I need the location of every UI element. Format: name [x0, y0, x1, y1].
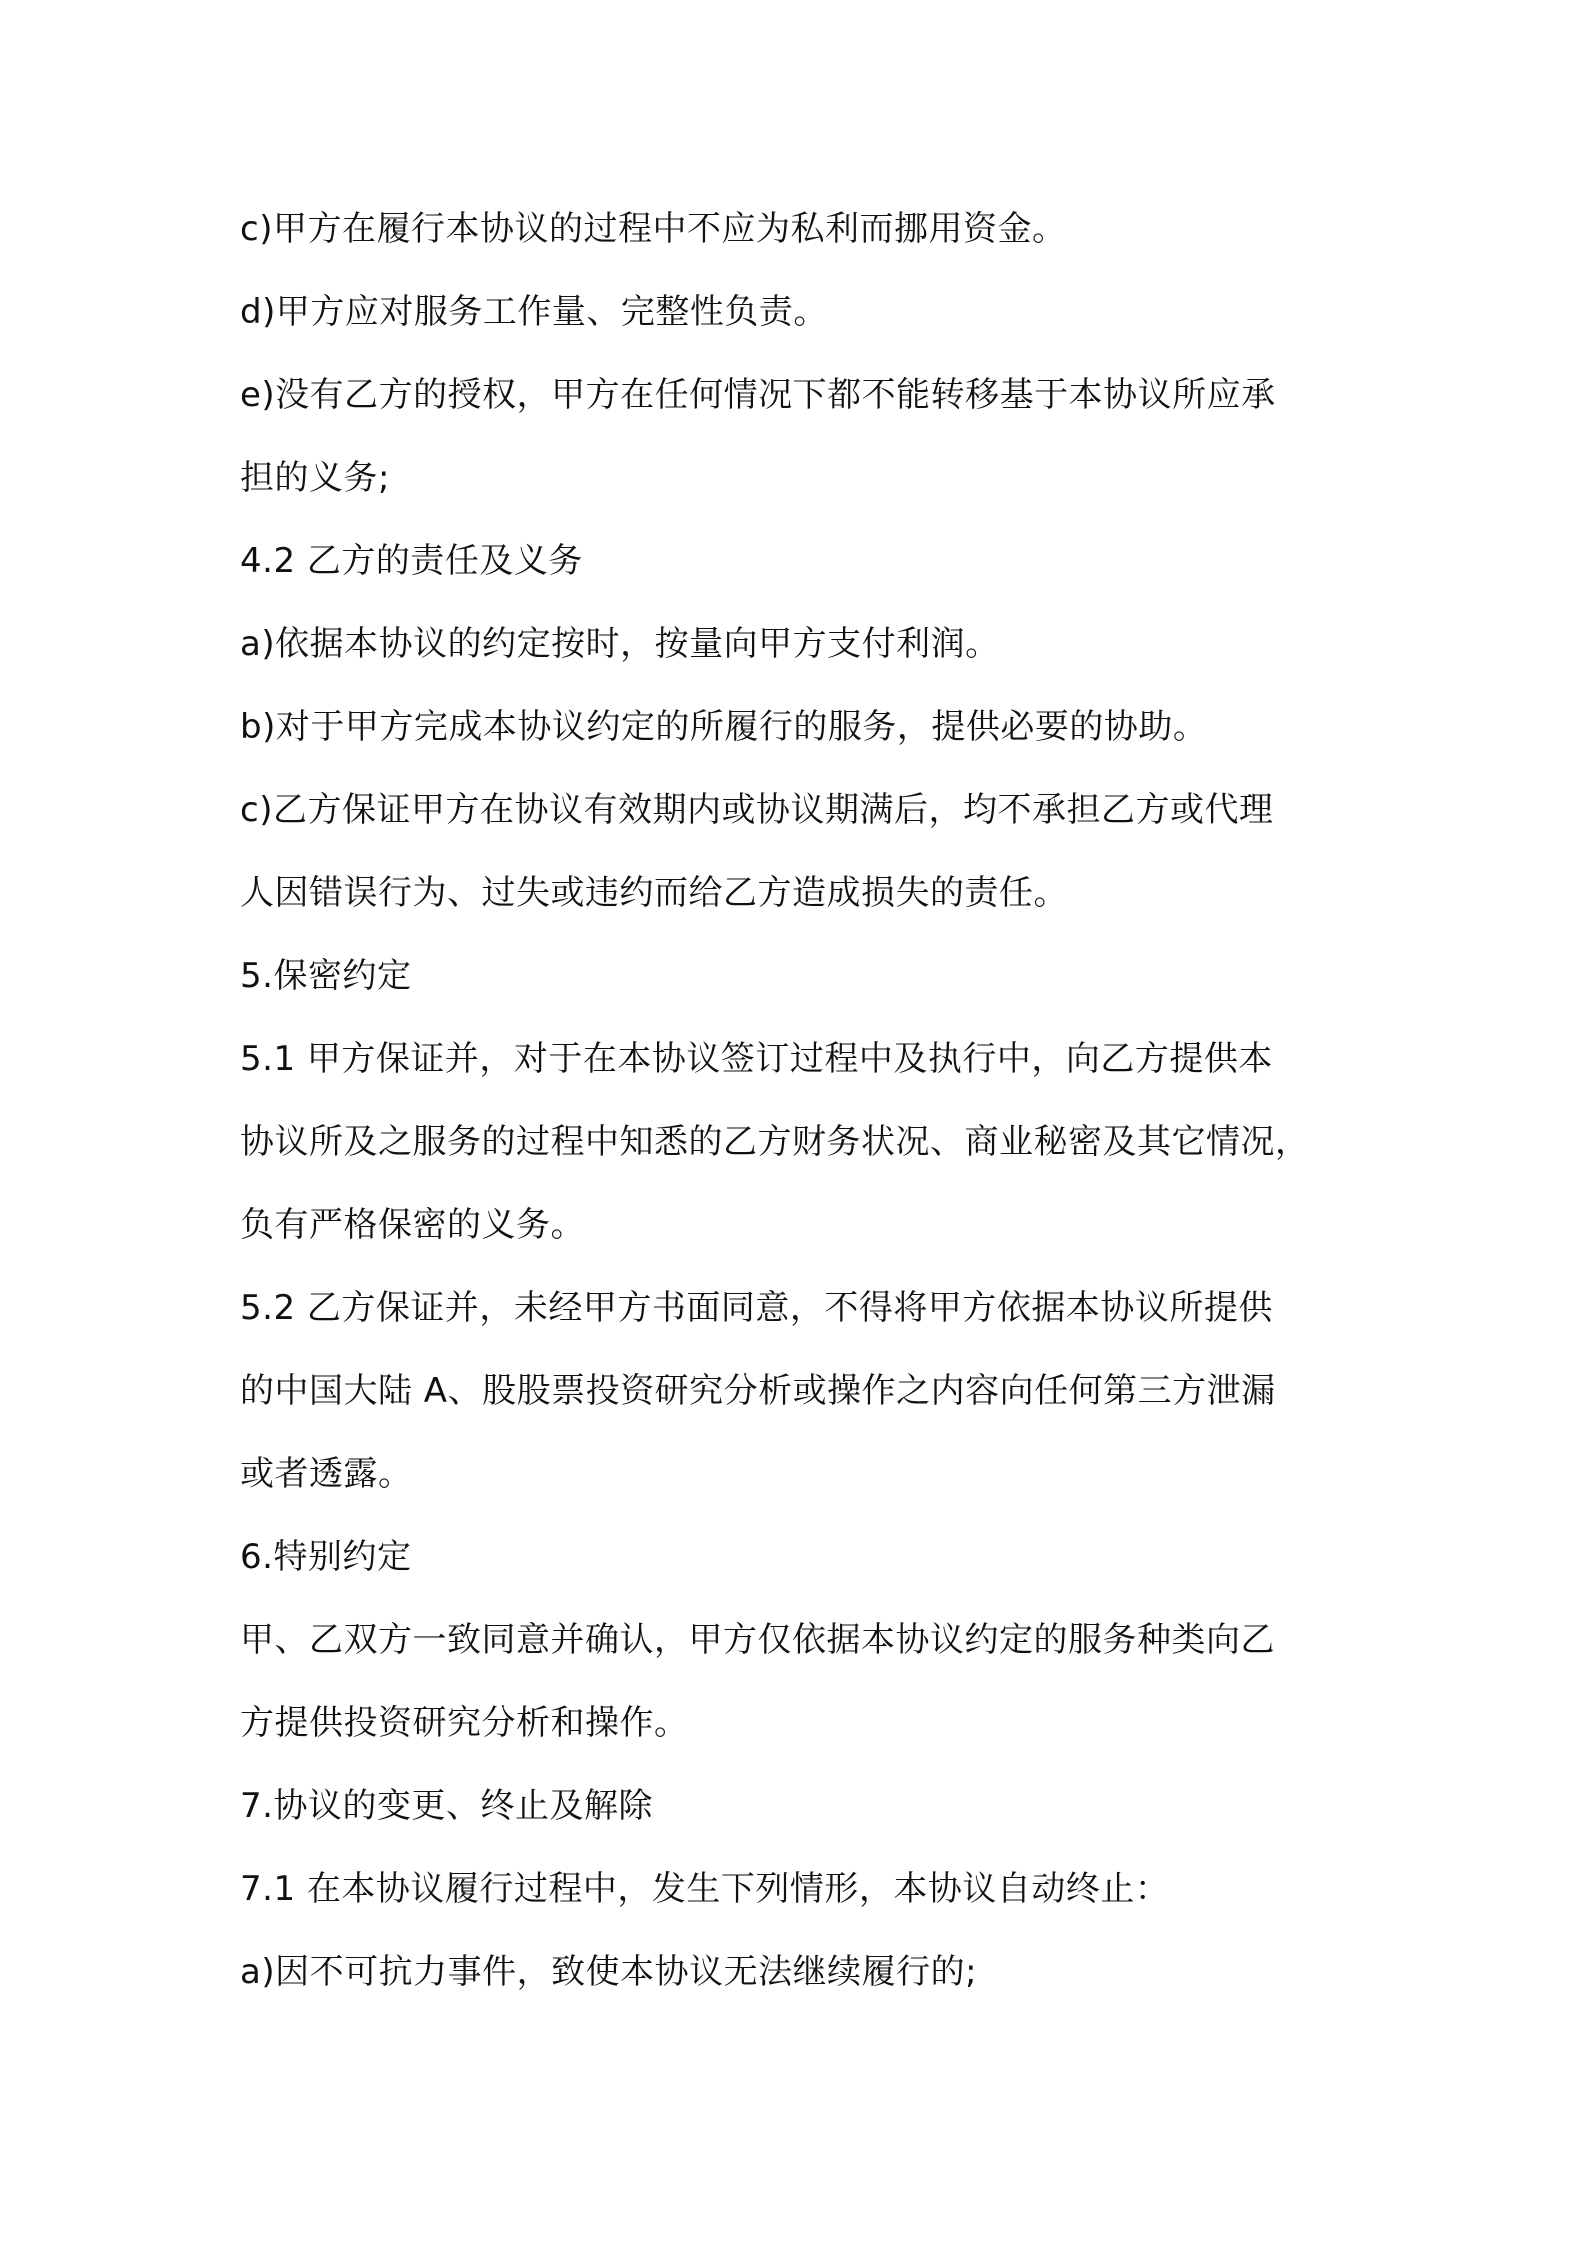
section-heading: 6.特别约定: [240, 1537, 412, 1577]
text-line: b)对于甲方完成本协议约定的所履行的服务，提供必要的协助。: [240, 707, 1208, 747]
text-line: d)甲方应对服务工作量、完整性负责。: [240, 292, 828, 332]
section-heading: 7.协议的变更、终止及解除: [240, 1786, 653, 1826]
document-body: [240, 196, 1420, 2022]
text-line: a)依据本协议的约定按时，按量向甲方支付利润。: [240, 624, 1000, 664]
text-line: c)乙方保证甲方在协议有效期内或协议期满后，均不承担乙方或代理: [240, 790, 1274, 830]
text-line: 人因错误行为、过失或违约而给乙方造成损失的责任。: [240, 873, 1068, 913]
text-line: 5.1 甲方保证并，对于在本协议签订过程中及执行中，向乙方提供本: [240, 1039, 1273, 1079]
text-line: 甲、乙双方一致同意并确认，甲方仅依据本协议约定的服务种类向乙: [240, 1620, 1275, 1660]
text-line: c)甲方在履行本协议的过程中不应为私利而挪用资金。: [240, 209, 1067, 249]
text-line: 协议所及之服务的过程中知悉的乙方财务状况、商业秘密及其它情况，: [240, 1122, 1310, 1162]
text-line: 方提供投资研究分析和操作。: [240, 1703, 689, 1743]
section-heading: 5.保密约定: [240, 956, 412, 996]
text-line: 或者透露。: [240, 1454, 413, 1494]
section-heading: 4.2 乙方的责任及义务: [240, 541, 583, 581]
text-line: 5.2 乙方保证并，未经甲方书面同意，不得将甲方依据本协议所提供: [240, 1288, 1273, 1328]
text-line: a)因不可抗力事件，致使本协议无法继续履行的;: [240, 1952, 978, 1992]
text-line: 7.1 在本协议履行过程中，发生下列情形，本协议自动终止：: [240, 1869, 1170, 1909]
text-line: 的中国大陆 A、股股票投资研究分析或操作之内容向任何第三方泄漏: [240, 1371, 1276, 1411]
text-line: e)没有乙方的授权，甲方在任何情况下都不能转移基于本协议所应承: [240, 375, 1276, 415]
text-line: 负有严格保密的义务。: [240, 1205, 585, 1245]
text-line: 担的义务;: [240, 458, 390, 498]
